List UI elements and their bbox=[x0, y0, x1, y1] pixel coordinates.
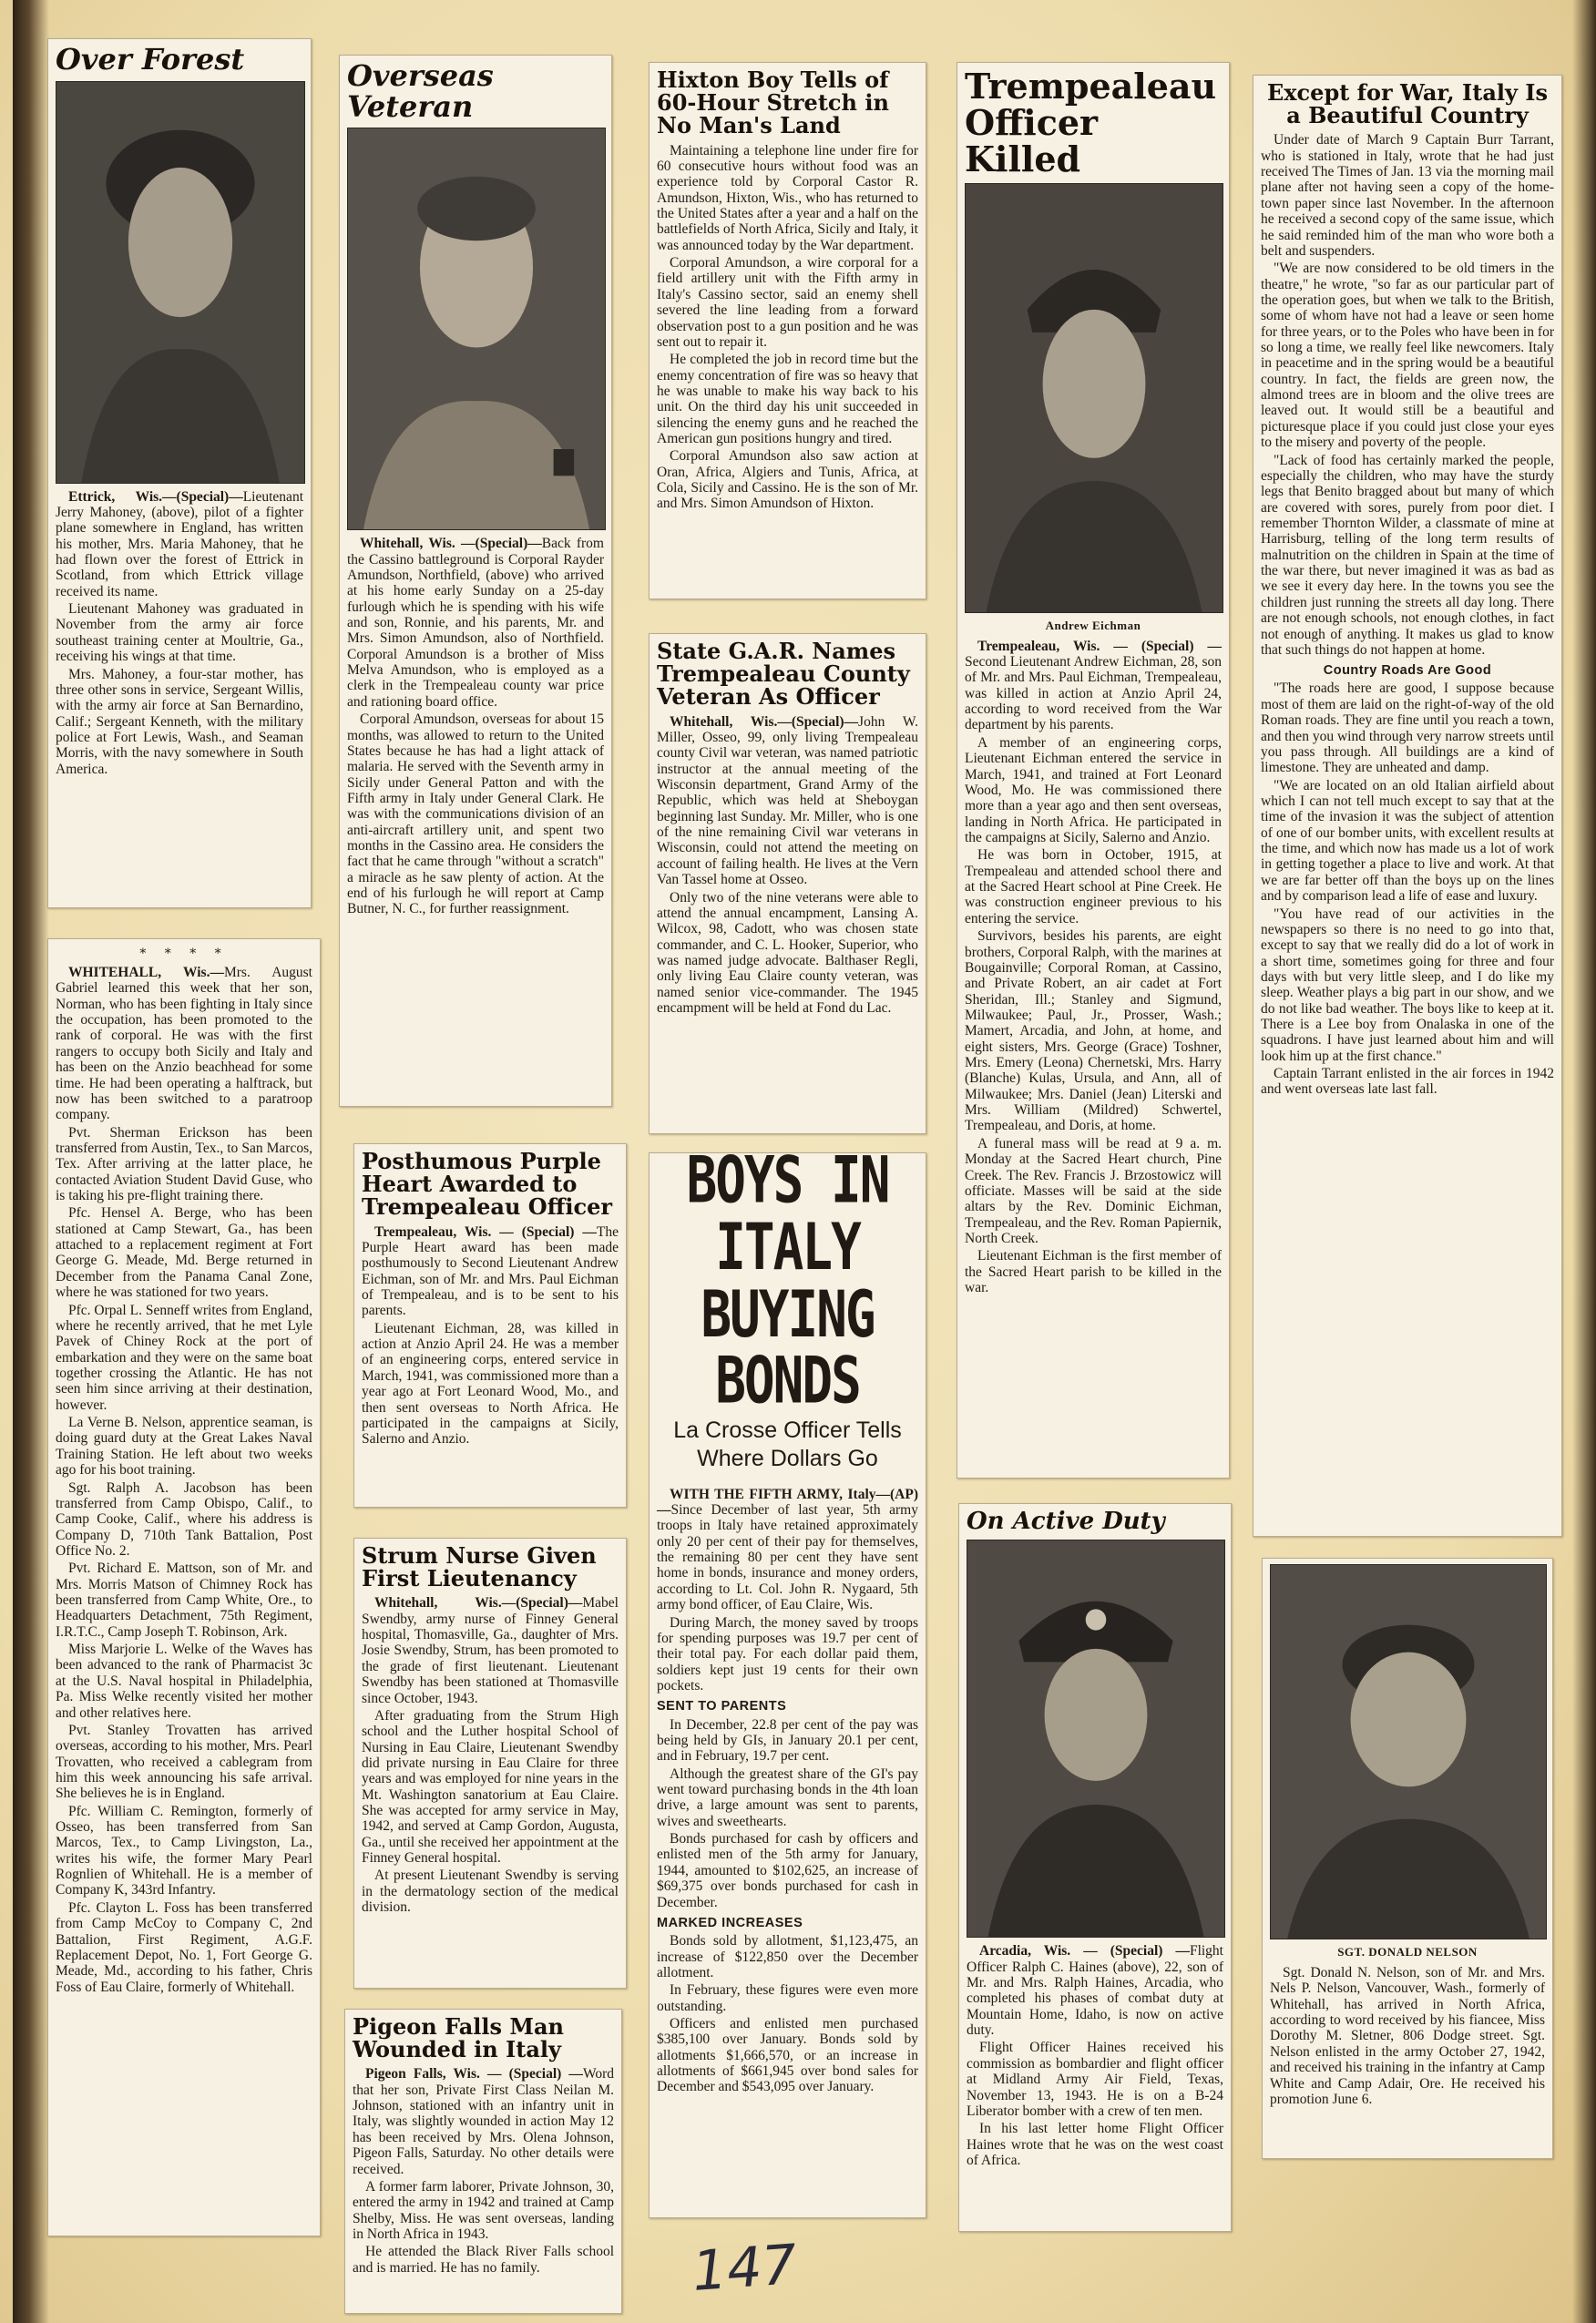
article-body bbox=[1270, 1965, 1545, 2107]
paragraph: Lieutenant Mahoney was graduated in November from the army air force southeast training center at Moultrie, Ga., receiving his wings at that time. bbox=[56, 601, 303, 665]
paragraph: Under date of March 9 Captain Burr Tarrant, who is stationed in Italy, wrote that he had just received The Times of Jan. 13 via the morning mail plane after not having seen a copy of the home-town paper since last November. In the afternoon he received a second copy of the same issue, which he said reminded him of the man who wore both a belt and suspenders. bbox=[1261, 132, 1554, 259]
paragraph: Mabel Swendby, army nurse of Finney General hospital, Thomasville, Ga., daughter of Mrs. Josie Swendby, Strum, has been promoted to the grade of first lieutenant. Lieutenant Swendby has been stationed at Thomasville since October, 1943. bbox=[362, 1595, 619, 1706]
paragraph: Pfc. Clayton L. Foss has been transferred from Camp McCoy to Company C, 2nd Battalion, First Regiment, A.G.F. Replacement Depot, No. 1, Fort George G. Meade, Md., according to his father, Chris Foss of Eau Claire, formerly of Whitehall. bbox=[56, 1899, 312, 1995]
paragraph: "You have read of our activities in the newspapers so there is no need to go into that, except to say that we really did do a lot of work in a short time, sometimes going for three and four days with but very little sleep, and I do like my sleep. Weather plays a big part in our show, and we do not like bad weather. The boys like to keep at it. There is a Lee boy from Onalaska in one of the squadrons. I have just learned about him and will look him up at the first chance." bbox=[1261, 906, 1554, 1064]
paragraph: At present Lieutenant Swendby is serving in the dermatology section of the medical division. bbox=[362, 1868, 619, 1916]
paragraph: Pvt. Richard E. Mattson, son of Mr. and Mrs. Morris Matson of Chimney Rock has been transferred from Camp White, Ore., to Headquarters Detachment, 75th Regiment, I.R.T.C., Camp Joseph T. Robinson, Ark. bbox=[56, 1561, 312, 1640]
article-strum-nurse bbox=[353, 1538, 627, 1989]
subhead: SENT TO PARENTS bbox=[657, 1699, 787, 1714]
dateline: Whitehall, Wis.—(Special)— bbox=[670, 713, 859, 730]
dateline: Trempealeau, Wis. — (Special) — bbox=[977, 638, 1222, 654]
paragraph: Officers and enlisted men purchased $385,100 over January. Bonds sold by allotments $1,666,570, or an increase in allotments of $661,945 over bond sales for December and $543,095 over January. bbox=[657, 2015, 918, 2095]
dateline: Whitehall, Wis. —(Special)— bbox=[360, 536, 542, 552]
paragraph: Maintaining a telephone line under fire for 60 consecutive hours without food was an experience told by Corporal Castor R. Amundson, Hixton, Wis., who has returned to the United States after a year and a half on the battlefields of North Africa, Sicily and Italy, it was announced today by the War department. bbox=[657, 142, 918, 253]
article-body bbox=[56, 489, 303, 777]
paragraph: Miss Marjorie L. Welke of the Waves has been advanced to the rank of Pharmacist 3c at the U.S. Naval hospital in Philadelphia, Pa. Miss Welke recently visited her mother and other relatives here. bbox=[56, 1642, 312, 1721]
paragraph: Flight Officer Haines received his commission as bombardier and flight officer at Midland Army Air Field, Texas, November 13, 1943. He is on a B-24 Liberator bomber with a crew of ten men. bbox=[967, 2040, 1223, 2119]
article-except-for-war bbox=[1253, 75, 1562, 1537]
headline: On Active Duty bbox=[967, 1508, 1165, 1535]
paragraph: Pfc. William C. Remington, formerly of Osseo, has been transferred from San Marcos, Tex., to Camp Livingston, La., writes his wife, the former Mary Pearl Rognlien of Whitehall. He is a member of Company K, 343rd Infantry. bbox=[56, 1803, 312, 1898]
photo-caption: Andrew Eichman bbox=[1045, 618, 1141, 632]
dateline: WITH THE FIFTH ARMY, Italy—(AP)— bbox=[657, 1486, 918, 1519]
article-hixton-boy bbox=[649, 62, 926, 599]
article-body bbox=[967, 1943, 1223, 2168]
article-over-forest bbox=[47, 38, 312, 908]
paragraph: "We are now considered to be old timers in the theatre," he wrote, "so far as our particular part of the operation goes, but when we talk to the British, some of whom have not had a leave or seen home for three years, or to the Poles who have been in for so long a time, we really feel like newcomers. Italy in peacetime and in the spring would be a beautiful country. In fact, the fields are green now, the almond trees are in bloom and the olive trees are leaved out. It would still be a beautiful and picturesque place if you could just close your eyes to the misery and poverty of the people. bbox=[1261, 261, 1554, 451]
dateline: Whitehall, Wis.—(Special)— bbox=[374, 1595, 583, 1612]
article-body bbox=[353, 2066, 614, 2276]
portrait-photo bbox=[56, 81, 305, 484]
paragraph: Second Lieutenant Andrew Eichman, 28, son of Mr. and Mrs. Paul Eichman, Trempealeau, was killed in action at Anzio April 24, according to word received from the War department by his parents. bbox=[965, 654, 1222, 733]
paragraph: Captain Tarrant enlisted in the air forces in 1942 and went overseas late last fall. bbox=[1261, 1066, 1554, 1098]
paragraph: Pvt. Stanley Trovatten has arrived overseas, according to his mother, Mrs. Pearl Trovatten, who received a cablegram from him this week announcing his safe arrival. She believes he is in England. bbox=[56, 1722, 312, 1802]
headline: Except for War, Italy Is a Beautiful Country bbox=[1266, 79, 1549, 129]
subhead: MARKED INCREASES bbox=[657, 1915, 803, 1930]
paragraph: Sgt. Ralph A. Jacobson has been transferred from Camp Obispo, Calif., to Camp Cooke, Calif., where his address is Company D, 710th Tank Battalion, Post Office No. 2. bbox=[56, 1479, 312, 1559]
article-body bbox=[362, 1224, 619, 1448]
dateline: Arcadia, Wis. — (Special) — bbox=[979, 1943, 1190, 1960]
paragraph: The Purple Heart award has been made posthumously to Second Lieutenant Andrew Eichman, son of Mr. and Mrs. Paul Eichman of Trempealeau, and is to be sent to his parents. bbox=[362, 1223, 619, 1319]
portrait-photo bbox=[965, 183, 1223, 613]
paragraph: In December, 22.8 per cent of the pay was being held by GIs, in January 20.1 per cent, and in February, 19.7 per cent. bbox=[657, 1716, 918, 1765]
paragraph: Pvt. Sherman Erickson has been transferred from Austin, Tex., to San Marcos, Tex. After arriving at the latter place, he contacted Aviation Student David Guse, who is taking his pre-flight training there. bbox=[56, 1124, 312, 1204]
article-posthumous-purple-heart bbox=[353, 1143, 627, 1508]
paragraph: Back from the Cassino battleground is Corporal Rayder Amundson, Northfield, (above) who arrived at his home early Sunday on a 25-day furlough which he is spending with his wife and son, Ronnie, and his parents, Mr. and Mrs. Simon Amundson, also of Northfield. Corporal Amundson is a brother of Miss Melva Amundson, who is employed as a clerk in the Trempealeau county war price and rationing board office. bbox=[347, 536, 604, 710]
paragraph: A former farm laborer, Private Johnson, 30, entered the army in 1942 and trained at Camp Shelby, Miss. He was sent overseas, landing in North Africa in 1943. bbox=[353, 2178, 614, 2242]
dateline: Trempealeau, Wis. — (Special) — bbox=[374, 1223, 597, 1240]
paragraph: "We are located on an old Italian airfield about which I can not tell much except to say that at the time of the invasion it was the subject of attention of one of our bomber units, with excellent results at the time, and which now has made us a lot of work in getting together a place to live and work. At that we are far better off than the boys up on the lines and by comparison lead a life of ease and luxury. bbox=[1261, 777, 1554, 905]
article-body bbox=[56, 965, 312, 1995]
headline: Trempealeau Officer Killed bbox=[965, 66, 1217, 179]
paragraph: Corporal Amundson also saw action at Oran, Africa, Algiers and Tunis, Africa, at Cola, Sicily and Cassino. He is the son of Mr. and Mrs. Simon Amundson of Hixton. bbox=[657, 448, 918, 512]
paragraph: "The roads here are good, I suppose because most of them are laid on the right-of-way of the old Roman roads. They are fine until you reach a town, and then you wind through very narrow streets until you pass through. All buildings are a kind of limestone. They are unheated and damp. bbox=[1261, 681, 1554, 776]
paragraph: Sgt. Donald N. Nelson, son of Mr. and Mrs. Nels P. Nelson, Vancouver, Wash., formerly of Whitehall, has arrived in North Africa, according to word received by his fiancee, Miss Dorothy M. Sletner, 806 Dodge street. Sgt. Nelson enlisted in the army October 27, 1942, and received his training in the infantry at Camp White and Camp Adair, Ore. He received his promotion June 6. bbox=[1270, 1965, 1545, 2107]
paragraph: Mrs. August Gabriel learned this week that her son, Norman, who has been fighting in Italy since the occupation, has been promoted to the rank of corporal. He was with the first rangers to occupy both Sicily and Italy and has been on the Anzio beachhead for some time. He had been operating a halftrack, but now has been switched to a paratroop company. bbox=[56, 965, 312, 1123]
article-body bbox=[362, 1595, 619, 1915]
headline bbox=[657, 1152, 918, 1417]
portrait-photo bbox=[347, 128, 606, 530]
article-body bbox=[657, 714, 918, 1017]
article-pigeon-falls bbox=[344, 2009, 622, 2314]
paragraph: Lieutenant Eichman, 28, was killed in action at Anzio April 24. He was a member of an engineering corps, entered service in March, 1941, was commissioned more than a year ago at Fort Leonard Wood, Mo., and then sent overseas to North Africa. He participated in the campaigns at Sicily, Salerno and Anzio. bbox=[362, 1320, 619, 1448]
portrait-photo bbox=[1270, 1564, 1547, 1939]
paragraph: Lieutenant Jerry Mahoney, (above), pilot of a fighter plane somewhere in England, has written his mother, Mrs. Maria Mahoney, that he had flown over the forest of Ettrick in Scotland, from which Ettrick village received its name. bbox=[56, 488, 303, 599]
paragraph: "Lack of food has certainly marked the people, especially the children, who may have the sturdy legs that Benito bragged about but many of which are covered with sores, purely from poor diet. I remember Thornton Wilder, a classmate of mine at Harrisburg, telling of the long term results of malnutrition on the children in Spain at the time of the war there, but never imagined it was as bad as we see it every day here. In the towns you see the children just running the streets all day long. There are not enough schools, not enough clothes, in fact not enough of anything. It makes us glad to know that such things do not happen at home. bbox=[1261, 452, 1554, 658]
headline: Posthumous Purple Heart Awarded to Trempealeau Officer bbox=[362, 1148, 613, 1221]
paragraph: A funeral mass will be read at 9 a. m. Monday at the Sacred Heart church, Pine Creek. The Rev. Francis J. Brzostowicz will officiate. Masses will be said at the side altars by the Rev. Dominic Eichman, Trempealeau, and the Rev. Roman Papiernik, North Creek. bbox=[965, 1135, 1222, 1246]
article-body bbox=[347, 536, 604, 917]
paragraph: After graduating from the Strum High school and the Luther hospital School of Nursing in Eau Claire, Lieutenant Swendby did private nursing in Eau Claire for three years and was employed for nine years in the Mt. Washington sanatorium at Eau Claire. She was accepted for army service in May, 1942, and served at Camp Gordon, Augusta, Ga., until she received her appointment at the Finney General hospital. bbox=[362, 1707, 619, 1867]
paragraph: La Verne B. Nelson, apprentice seaman, is doing guard duty at the Great Lakes Naval Training Station. He left about two weeks ago for his boot training. bbox=[56, 1415, 312, 1479]
paragraph: He was born in October, 1915, at Trempealeau and attended school there and at the Sacred Heart school at Pine Creek. He was construction engineer previous to his entering the service. bbox=[965, 847, 1222, 926]
paragraph: Although the greatest share of the GI's pay went toward purchasing bonds in the 4th loan drive, a large amount was sent to parents, wives and sweethearts. bbox=[657, 1765, 918, 1829]
article-whitehall-notes bbox=[47, 938, 321, 2236]
article-body bbox=[657, 1487, 918, 2095]
headline: Over Forest bbox=[56, 42, 245, 77]
paragraph: Word that her son, Private First Class Neilan M. Johnson, stationed with an infantry unit in Italy, was slightly wounded in action May 12 has been received by Mrs. Olena Johnson, Pigeon Falls, Saturday. No other details were received. bbox=[353, 2066, 614, 2177]
headline: Strum Nurse Given First Lieutenancy bbox=[362, 1542, 597, 1592]
paragraph: Lieutenant Eichman is the first member of the Sacred Heart parish to be killed in the war. bbox=[965, 1248, 1222, 1296]
paragraph: A member of an engineering corps, Lieutenant Eichman entered the service in March, 1941, and trained at Fort Leonard Wood, Mo. He was commissioned there more than a year ago and then sent overseas, landing in North Africa. He participated in the campaigns at Sicily, Salerno and Anzio. bbox=[965, 734, 1222, 845]
headline-line: BOYS IN ITALY bbox=[686, 1152, 889, 1285]
article-body bbox=[657, 143, 918, 512]
article-trempealeau-officer-killed bbox=[957, 62, 1230, 1479]
deck: La Crosse Officer Tells Where Dollars Go bbox=[673, 1417, 902, 1472]
headline: Hixton Boy Tells of 60-Hour Stretch in No Man's Land bbox=[657, 67, 889, 139]
article-state-gar bbox=[649, 633, 926, 1134]
paragraph: John W. Miller, Osseo, 99, only living Trempealeau county Civil war veteran, was named patriotic instructor at the annual meeting of the Wisconsin department, Grand Army of the Republic, which was held at Sheboygan beginning last Sunday. Mr. Miller, who is one of the nine remaining Civil war veterans in Wisconsin, could not attend the meeting on account of failing health. He lives at the Vern Van Tassel home at Osseo. bbox=[657, 713, 918, 888]
paragraph: Since December of last year, 5th army troops in Italy have retained approximately only 20 per cent of their pay for themselves, the remaining 80 per cent they have sent home in bonds, insurance and money orders, according to Lt. Col. John R. Nygaard, 5th army bond officer, of Eau Claire, Wis. bbox=[657, 1502, 918, 1613]
article-body bbox=[965, 639, 1222, 1296]
article-boys-in-italy bbox=[649, 1152, 926, 2218]
paragraph: Pfc. Hensel A. Berge, who has been stationed at Camp Stewart, Ga., has been attached to a replacement regiment at Fort George G. Meade, Md. Berge returned in December from the Panama Canal Zone, where he was stationed for two years. bbox=[56, 1205, 312, 1301]
article-body bbox=[1261, 132, 1554, 1097]
handwritten-page-number: 147 bbox=[690, 2233, 799, 2304]
paragraph: During March, the money saved by troops for spending purposes was 19.7 per cent of their total pay. For each dollar paid them, soldiers kept just 19 cents for their own pockets. bbox=[657, 1614, 918, 1694]
paragraph: Survivors, besides his parents, are eight brothers, Corporal Ralph, with the marines at Bougainville; Corporal Roman, at Cassino, and Private Robert, an air cadet at Fort Sheridan, Ill.; Stanley and Sigmund, Milwaukee; Paul, Jr., Prosser, Wash.; Mamert, Arcadia, and John, at home, and eight sisters, Mrs. George (Grace) Toshner, Mrs. Emery (Leona) Chernetski, Mrs. Harry (Blanche) Kulas, Ursula, and Ann, all of Milwaukee; Mrs. Daniel (Jean) Literski and Mrs. William (Mildred) Schwertel, Trempealeau, and Doris, at home. bbox=[965, 928, 1222, 1134]
paragraph: Only two of the nine veterans were able to attend the annual encampment, Lansing A. Wilcox, 98, Cadott, who was chosen state commander, and C. L. Hooker, Superior, who was named judge advocate. Balthaser Regli, only living Eau Claire county veteran, was named senior vice-commander. The 1945 encampment will be held at Fond du Lac. bbox=[657, 889, 918, 1017]
paragraph: Bonds sold by allotment, $1,123,475, an increase of $122,850 over the December allotment. bbox=[657, 1933, 918, 1980]
paragraph: He completed the job in record time but the enemy concentration of fire was so heavy that he was unable to make his way back to his unit. On the third day his unit succeeded in silencing the enemy guns and he reached the American gun positions hungry and tired. bbox=[657, 352, 918, 447]
headline-line: BUYING BONDS bbox=[701, 1277, 875, 1419]
subhead: Country Roads Are Good bbox=[1323, 663, 1492, 679]
paragraph: Pfc. Orpal L. Senneff writes from England, where he recently arrived, that he met Lyle Pavek of Chiney Rock at the port of embarkation and they were on the same boat together crossing the Atlantic. He has not seen him since arriving at their destination, however. bbox=[56, 1302, 312, 1413]
article-overseas-veteran bbox=[339, 55, 612, 1107]
portrait-photo bbox=[967, 1540, 1225, 1938]
headline: State G.A.R. Names Trempealeau County Veteran As Officer bbox=[657, 638, 910, 711]
paragraph: In February, these figures were even more outstanding. bbox=[657, 1982, 918, 2014]
dateline: Pigeon Falls, Wis. — (Special) — bbox=[365, 2066, 583, 2083]
paragraph: In his last letter home Flight Officer Haines wrote that he was on the west coast of Africa. bbox=[967, 2121, 1223, 2168]
dateline: Ettrick, Wis.—(Special)— bbox=[68, 488, 243, 505]
paragraph: He attended the Black River Falls school and is married. He has no family. bbox=[353, 2244, 614, 2276]
paragraph: Flight Officer Ralph C. Haines (above), 22, son of Mr. and Mrs. Ralph Haines, Arcadia, who completed his phases of combat duty at Mountain Home, Idaho, is now on active duty. bbox=[967, 1943, 1223, 2039]
dateline: WHITEHALL, Wis.— bbox=[68, 965, 224, 980]
headline: Overseas Veteran bbox=[347, 58, 494, 124]
photo-caption: SGT. DONALD NELSON bbox=[1337, 1945, 1478, 1959]
paragraph: Corporal Amundson, a wire corporal for a field artillery unit with the Fifth army in Italy's Cassino sector, said an enemy shell severed the line leading from a forward observation post to a gun position and he was sent out to repair it. bbox=[657, 255, 918, 350]
headline: Pigeon Falls Man Wounded in Italy bbox=[353, 2013, 564, 2063]
paragraph: Corporal Amundson, overseas for about 15 months, was allowed to return to the United States because he has had a light attack of malaria. He served with the Seventh army in Sicily under General Patton and with the Fifth army in Italy under General Clark. He was with the communications division of an anti-aircraft artillery unit, and spent two months in the Cassino area. He considers the fact that he came through "without a scratch" a miracle as he saw plenty of action. At the end of his furlough he will report at Camp Butner, N. C., for further reassignment. bbox=[347, 711, 604, 917]
paragraph: Bonds purchased for cash by officers and enlisted men of the 5th army for January, 1944, amounted to $102,625, an increase of $69,375 over bonds purchased for cash in December. bbox=[657, 1831, 918, 1910]
paragraph: Mrs. Mahoney, a four-star mother, has three other sons in service, Sergeant Willis, with the army air force at San Bernardino, Calif.; Sergeant Kenneth, with the military police at Fort Lewis, Wash., and Seaman Morris, with the navy somewhere in South America. bbox=[56, 666, 303, 777]
article-on-active-duty bbox=[958, 1503, 1232, 2232]
article-sgt-donald-nelson bbox=[1262, 1558, 1553, 2159]
separator-stars: * * * * bbox=[139, 947, 229, 961]
